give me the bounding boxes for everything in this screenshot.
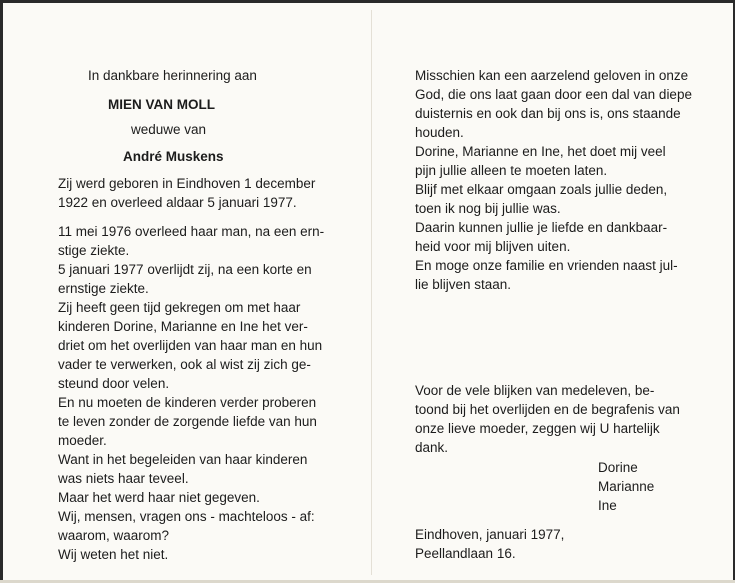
text-line: Daarin kunnen jullie je liefde en dankbaar-	[415, 220, 668, 235]
text-line: pijn jullie alleen te moeten laten.	[415, 163, 608, 178]
text-line: 11 mei 1976 overleed haar man, na een ern-	[58, 224, 325, 239]
text-line: Zij werd geboren in Eindhoven 1 december	[58, 176, 316, 191]
text-line: En moge onze familie en vrienden naast jul-	[415, 258, 678, 273]
place-date: Eindhoven, januari 1977,	[415, 527, 565, 542]
text-line: lie blijven staan.	[415, 277, 512, 292]
text-line: Blijf met elkaar omgaan zoals jullie deden,	[415, 182, 668, 197]
frame-top-edge	[0, 0, 735, 3]
text-line: toond bij het overlijden en de begrafenis van	[415, 402, 680, 417]
text-line: moeder.	[58, 433, 107, 448]
text-line: Dorine, Marianne en Ine, het doet mij veel	[415, 144, 666, 159]
text-line: houden.	[415, 125, 464, 140]
text-line: Maar het werd haar niet gegeven.	[58, 490, 260, 505]
text-line: Voor de vele blijken van medeleven, be-	[415, 383, 655, 398]
place-date-address	[415, 525, 564, 563]
signer-name: Ine	[598, 498, 617, 513]
text-line: kinderen Dorine, Marianne en Ine het ver-	[58, 319, 308, 334]
text-line: steund door velen.	[58, 376, 170, 391]
left-page	[58, 66, 358, 564]
relation-line: weduwe van	[131, 122, 207, 137]
text-line: waarom, waarom?	[58, 528, 170, 543]
text-line: En nu moeten de kinderen verder proberen	[58, 395, 317, 410]
text-line: vader te verwerken, ook al wist zij zich ge-	[58, 357, 311, 372]
spouse-name: André Muskens	[123, 149, 224, 164]
in-memory-line: In dankbare herinnering aan	[88, 68, 257, 83]
text-line: onze lieve moeder, zeggen wij U hartelijk	[415, 421, 660, 436]
signer-name: Marianne	[598, 479, 655, 494]
text-line: ernstige ziekte.	[58, 281, 149, 296]
text-line: stige ziekte.	[58, 243, 130, 258]
text-line: toen ik nog bij jullie was.	[415, 201, 561, 216]
text-line: 1922 en overleed aldaar 5 januari 1977.	[58, 195, 297, 210]
signer-name: Dorine	[598, 460, 638, 475]
frame-left-edge	[0, 0, 3, 583]
text-line: Wij weten het niet.	[58, 547, 169, 562]
text-line: God, die ons laat gaan door een dal van diepe	[415, 87, 692, 102]
text-line: Want in het begeleiden van haar kinderen	[58, 452, 308, 467]
text-line: te leven zonder de zorgende liefde van hun	[58, 414, 317, 429]
thanks-paragraph	[415, 381, 715, 457]
text-line: was niets haar teveel.	[58, 471, 189, 486]
page-fold	[371, 10, 372, 575]
text-line: Wij, mensen, vragen ons - machteloos - af:	[58, 509, 315, 524]
text-line: Misschien kan een aarzelend geloven in onze	[415, 68, 689, 83]
text-line: duisternis en ook dan bij ons is, ons staande	[415, 106, 681, 121]
signers-list	[598, 458, 654, 515]
text-line: Zij heeft geen tijd gekregen om met haar	[58, 300, 301, 315]
text-line: driet om het overlijden van haar man en hun	[58, 338, 323, 353]
deceased-name: MIEN VAN MOLL	[108, 97, 215, 112]
left-body-text	[58, 222, 358, 564]
text-line: 5 januari 1977 overlijdt zij, na een korte en	[58, 262, 312, 277]
text-line: dank.	[415, 440, 449, 455]
birth-death-paragraph	[58, 174, 358, 212]
address: Peellandlaan 16.	[415, 546, 516, 561]
text-line: heid voor mij blijven uiten.	[415, 239, 571, 254]
right-page-text	[415, 66, 715, 294]
